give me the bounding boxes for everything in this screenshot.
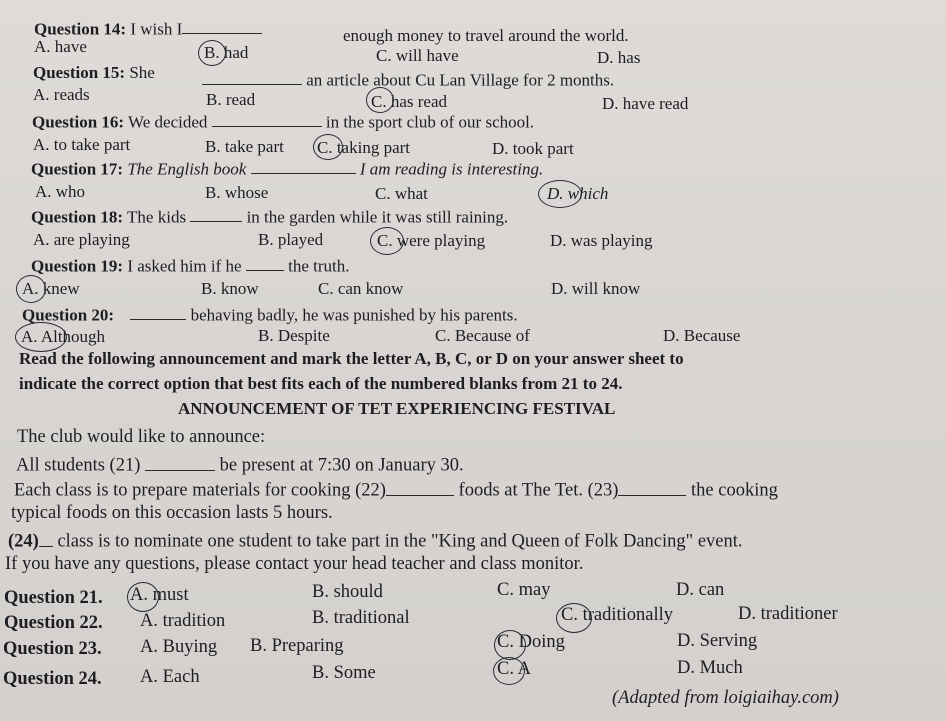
question-23-label: Question 23. [3, 639, 102, 659]
q20-option-d: D. Because [663, 326, 741, 345]
question-24-label: Question 24. [3, 669, 102, 689]
q15-option-b: B. read [206, 90, 256, 109]
announcement-line-4: typical foods on this occasion lasts 5 hours. [11, 503, 333, 523]
q17-option-c: C. what [375, 184, 428, 203]
question-19-stem: Question 19: I asked him if he the truth. [31, 256, 350, 276]
q22-option-a: A. tradition [140, 611, 226, 631]
announcement-line-1: The club would like to announce: [17, 427, 266, 447]
q21-option-d: D. can [676, 580, 725, 600]
q23-option-a: A. Buying [140, 637, 218, 657]
q18-option-b: B. played [258, 230, 324, 249]
q19-option-c: C. can know [318, 279, 404, 298]
question-15-stem: Question 15: She [33, 63, 155, 82]
instructions-line-1: Read the following announcement and mark the letter A, B, C, or D on your answer sheet to [19, 349, 684, 368]
q23-option-d: D. Serving [677, 631, 758, 651]
q20-option-b: B. Despite [258, 326, 330, 345]
q24-option-d: D. Much [677, 658, 743, 678]
question-15-stem-end: an article about Cu Lan Village for 2 months. [202, 69, 614, 88]
q19-option-a: A. knew [22, 279, 80, 298]
q16-option-c: C. taking part [317, 138, 411, 157]
q20-option-a: A. Although [21, 327, 106, 346]
question-22-label: Question 22. [4, 613, 103, 633]
q22-option-c: C. traditionally [561, 605, 674, 625]
q19-option-b: B. know [201, 279, 259, 298]
q17-option-a: A. who [35, 182, 86, 201]
q15-option-a: A. reads [33, 85, 90, 104]
question-21-label: Question 21. [4, 588, 103, 608]
question-18-stem: Question 18: The kids in the garden while it was still raining. [31, 207, 509, 227]
instructions-line-2: indicate the correct option that best fits each of the numbered blanks from 21 to 24. [19, 374, 623, 393]
question-20-stem: Question 20: behaving badly, he was punished by his parents. [22, 305, 518, 325]
q24-option-b: B. Some [312, 663, 376, 683]
q14-option-c: C. will have [376, 46, 459, 65]
q20-option-c: C. Because of [435, 326, 530, 345]
q16-option-b: B. take part [205, 137, 284, 156]
q23-option-c: C. Doing [497, 632, 565, 652]
announcement-title: ANNOUNCEMENT OF TET EXPERIENCING FESTIVAL [178, 399, 616, 418]
announcement-line-2: All students (21) be present at 7:30 on January 30. [16, 453, 464, 475]
q17-option-d: D. which [547, 184, 609, 203]
q17-option-b: B. whose [205, 183, 269, 202]
q21-option-a: A. must [130, 585, 189, 605]
q19-option-d: D. will know [551, 279, 641, 298]
question-16-stem: Question 16: We decided in the sport club of our school. [32, 112, 535, 132]
source-note: (Adapted from loigiaihay.com) [612, 688, 839, 708]
q23-option-b: B. Preparing [250, 636, 344, 656]
q18-option-c: C. were playing [377, 231, 486, 250]
q21-option-b: B. should [312, 582, 383, 602]
q14-option-b: B. had [204, 43, 249, 62]
q16-option-a: A. to take part [33, 135, 131, 154]
question-14-label: Question 14: [34, 19, 127, 39]
q18-option-a: A. are playing [33, 230, 130, 249]
q24-option-c: C. A [497, 659, 531, 679]
q22-option-b: B. traditional [312, 608, 410, 628]
question-17-stem: Question 17: The English book I am reading is interesting. [31, 159, 544, 179]
q16-option-d: D. took part [492, 139, 574, 158]
q18-option-d: D. was playing [550, 231, 653, 250]
announcement-line-3: Each class is to prepare materials for cooking (22) foods at The Tet. (23) the cooking [14, 478, 778, 500]
q15-option-d: D. have read [602, 94, 689, 113]
q15-option-c: C. has read [371, 92, 448, 111]
announcement-line-5: (24) class is to nominate one student to take part in the "King and Queen of Folk Dancing" event. [8, 529, 743, 551]
q14-option-a: A. have [34, 37, 87, 56]
q24-option-a: A. Each [140, 667, 200, 687]
announcement-line-6: If you have any questions, please contact your head teacher and class monitor. [5, 554, 584, 574]
question-14-stem: Question 14: I wish I [34, 18, 262, 37]
q14-option-d: D. has [597, 48, 641, 67]
q22-option-d: D. traditioner [738, 604, 838, 624]
blank [182, 18, 262, 34]
question-14-stem-end: enough money to travel around the world. [343, 26, 629, 45]
q21-option-c: C. may [497, 580, 551, 600]
